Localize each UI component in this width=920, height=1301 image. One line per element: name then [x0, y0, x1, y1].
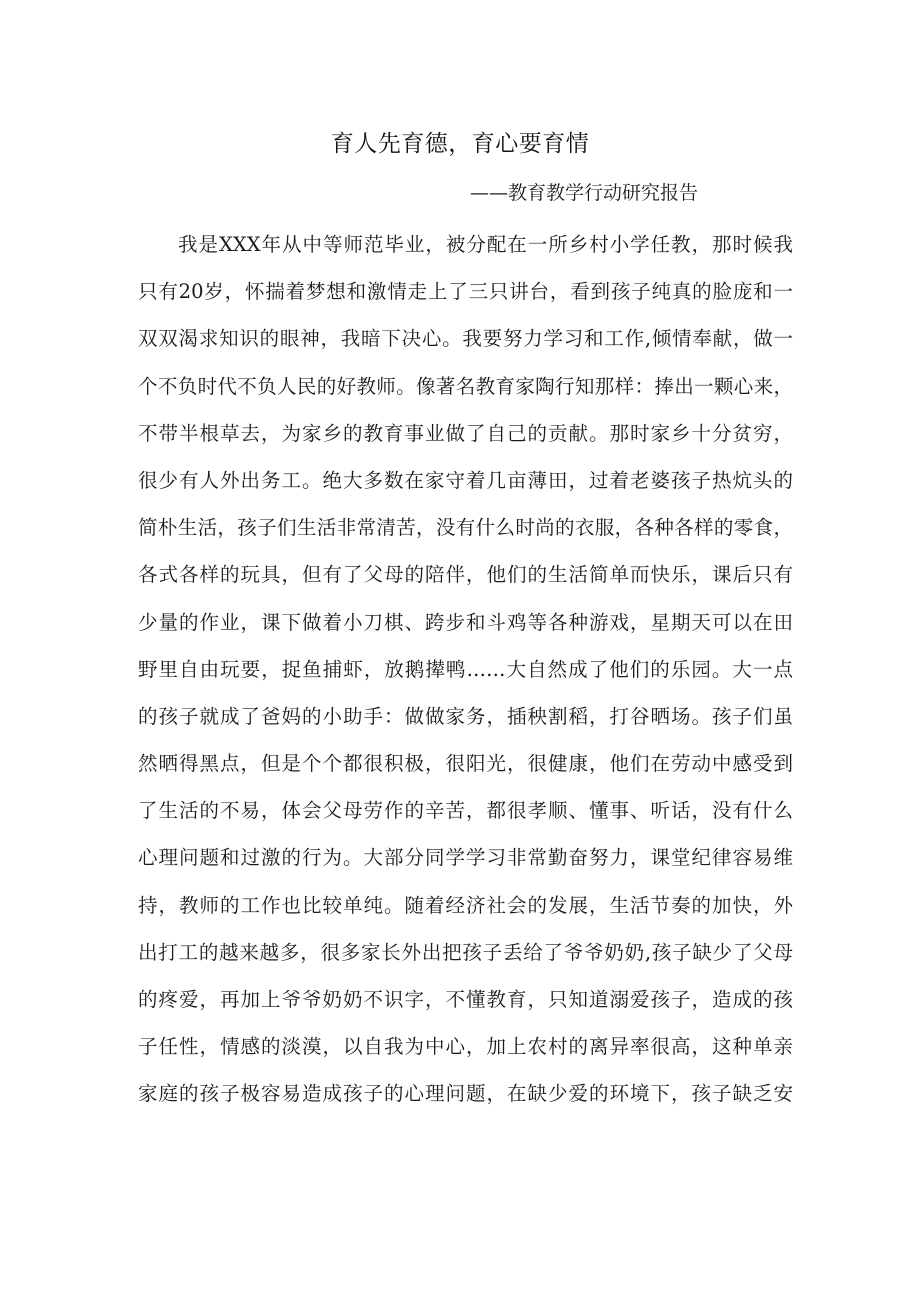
document-subtitle: ——教育教学行动研究报告: [470, 182, 699, 204]
paragraph-line: 很少有人外出务工。绝大多数在家守着几亩薄田，过着老婆孩子热炕头的: [138, 468, 793, 492]
paragraph-line: 简朴生活，孩子们生活非常清苦，没有什么时尚的衣服，各种各样的零食，: [138, 516, 793, 540]
body-paragraph: [138, 224, 793, 1121]
paragraph-line: 不带半根草去，为家乡的教育事业做了自己的贡献。那时家乡十分贫穷，: [138, 421, 793, 445]
paragraph-line: 我是XXX年从中等师范毕业，被分配在一所乡村小学任教，那时候我: [178, 233, 793, 256]
paragraph-line: 持，教师的工作也比较单纯。随着经济社会的发展，生活节奏的加快，外: [138, 893, 793, 917]
document-title: 育人先育德，育心要育情: [330, 131, 590, 157]
paragraph-line: 只有20岁，怀揣着梦想和激情走上了三只讲台，看到孩子纯真的脸庞和一: [138, 280, 793, 304]
paragraph-line: 野里自由玩要，捉鱼捕虾，放鹅撵鸭……大自然成了他们的乐园。大一点: [138, 657, 793, 681]
paragraph-line: 的孩子就成了爸妈的小助手：做做家务，插秧割稻，打谷晒场。孩子们虽: [138, 704, 793, 728]
paragraph-line: 然晒得黑点，但是个个都很积极，很阳光，很健康，他们在劳动中感受到: [138, 752, 793, 776]
paragraph-line: 少量的作业，课下做着小刀棋、跨步和斗鸡等各种游戏，星期天可以在田: [138, 610, 793, 634]
paragraph-line: 双双渴求知识的眼神，我暗下决心。我要努力学习和工作,倾情奉献，做一: [138, 327, 793, 351]
paragraph-line: 心理问题和过激的行为。大部分同学学习非常勤奋努力，课堂纪律容易维: [138, 846, 793, 870]
paragraph-line: 个不负时代不负人民的好教师。像著名教育家陶行知那样：捧出一颗心来，: [138, 374, 793, 398]
paragraph-line: 的疼爱，再加上爷爷奶奶不识字，不懂教育，只知道溺爱孩子，造成的孩: [138, 988, 793, 1011]
paragraph-line: 各式各样的玩具，但有了父母的陪伴，他们的生活简单而快乐，课后只有: [138, 563, 793, 587]
paragraph-line: 子任性，情感的淡漠，以自我为中心，加上农村的离异率很高，这种单亲: [138, 1035, 793, 1059]
paragraph-line: 出打工的越来越多，很多家长外出把孩子丢给了爷爷奶奶,孩子缺少了父母: [138, 940, 793, 964]
paragraph-line: 了生活的不易，体会父母劳作的辛苦，都很孝顺、懂事、听话，没有什么: [138, 799, 793, 823]
paragraph-line: 家庭的孩子极容易造成孩子的心理问题，在缺少爱的环境下，孩子缺乏安: [138, 1082, 793, 1106]
